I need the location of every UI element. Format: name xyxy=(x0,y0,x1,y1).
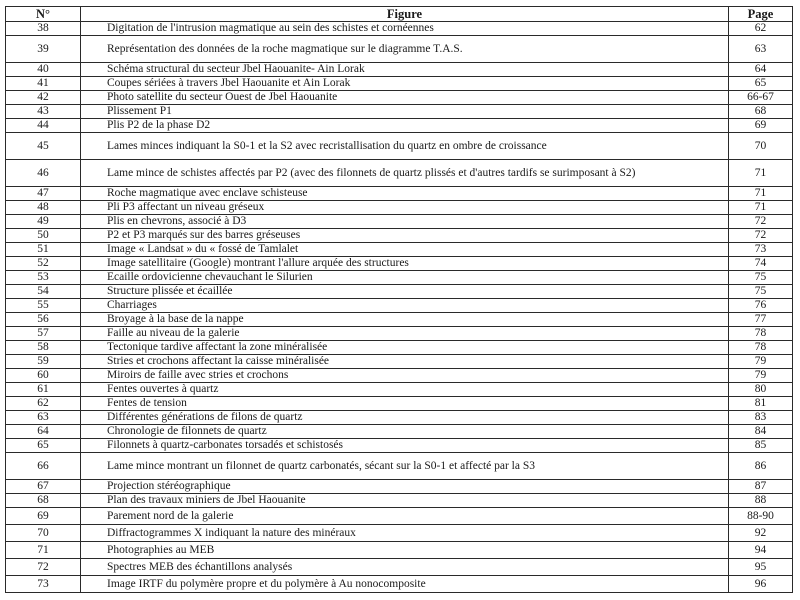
figure-number-cell: 52 xyxy=(6,257,81,271)
table-row xyxy=(6,105,793,119)
page-number-cell: 71 xyxy=(729,201,793,215)
figure-title-cell: Image « Landsat » du « fossé de Tamlalet xyxy=(81,243,729,257)
figure-title-cell: Roche magmatique avec enclave schisteuse xyxy=(81,187,729,201)
table-row xyxy=(6,229,793,243)
page-number-cell: 76 xyxy=(729,299,793,313)
table-row xyxy=(6,494,793,508)
figure-title-cell: Différentes générations de filons de quartz xyxy=(81,411,729,425)
table-row xyxy=(6,133,793,160)
figure-title-cell: Parement nord de la galerie xyxy=(81,508,729,525)
table-row xyxy=(6,91,793,105)
figure-number-cell: 50 xyxy=(6,229,81,243)
figure-number-cell: 57 xyxy=(6,327,81,341)
figure-number-cell: 43 xyxy=(6,105,81,119)
table-body xyxy=(6,22,793,593)
figure-number-cell: 60 xyxy=(6,369,81,383)
figure-title-cell: Lames minces indiquant la S0-1 et la S2 avec recristallisation du quartz en ombre de croissance xyxy=(81,133,729,160)
figure-title-cell: Miroirs de faille avec stries et crochons xyxy=(81,369,729,383)
table-row xyxy=(6,525,793,542)
page-number-cell: 85 xyxy=(729,439,793,453)
table-row xyxy=(6,215,793,229)
table-row xyxy=(6,313,793,327)
figure-title-cell: Tectonique tardive affectant la zone minéralisée xyxy=(81,341,729,355)
page-number-cell: 86 xyxy=(729,453,793,480)
page-number-cell: 78 xyxy=(729,341,793,355)
figure-title-cell: Diffractogrammes X indiquant la nature des minéraux xyxy=(81,525,729,542)
figure-number-cell: 54 xyxy=(6,285,81,299)
page-number-cell: 96 xyxy=(729,576,793,593)
table-row xyxy=(6,411,793,425)
figure-title-cell: Plis en chevrons, associé à D3 xyxy=(81,215,729,229)
page-number-cell: 70 xyxy=(729,133,793,160)
figure-number-cell: 58 xyxy=(6,341,81,355)
figure-title-cell: Plis P2 de la phase D2 xyxy=(81,119,729,133)
figure-number-cell: 42 xyxy=(6,91,81,105)
figure-number-cell: 64 xyxy=(6,425,81,439)
figure-number-cell: 71 xyxy=(6,542,81,559)
header-figure: Figure xyxy=(81,7,729,22)
figures-table xyxy=(5,6,793,593)
page-number-cell: 64 xyxy=(729,63,793,77)
table-row xyxy=(6,77,793,91)
page-number-cell: 83 xyxy=(729,411,793,425)
figure-title-cell: Stries et crochons affectant la caisse minéralisée xyxy=(81,355,729,369)
table-row xyxy=(6,299,793,313)
table-row xyxy=(6,369,793,383)
figure-title-cell: Fentes de tension xyxy=(81,397,729,411)
table-row xyxy=(6,355,793,369)
figure-number-cell: 56 xyxy=(6,313,81,327)
figure-title-cell: Digitation de l'intrusion magmatique au sein des schistes et cornéennes xyxy=(81,22,729,36)
page-number-cell: 94 xyxy=(729,542,793,559)
table-row xyxy=(6,542,793,559)
figure-number-cell: 55 xyxy=(6,299,81,313)
table-row xyxy=(6,243,793,257)
page-number-cell: 71 xyxy=(729,160,793,187)
page-number-cell: 87 xyxy=(729,480,793,494)
figure-number-cell: 38 xyxy=(6,22,81,36)
figure-number-cell: 45 xyxy=(6,133,81,160)
table-row xyxy=(6,397,793,411)
figure-number-cell: 61 xyxy=(6,383,81,397)
figure-number-cell: 68 xyxy=(6,494,81,508)
page-number-cell: 79 xyxy=(729,369,793,383)
figure-title-cell: Charriages xyxy=(81,299,729,313)
page-number-cell: 62 xyxy=(729,22,793,36)
figure-number-cell: 40 xyxy=(6,63,81,77)
page-number-cell: 68 xyxy=(729,105,793,119)
figure-title-cell: Spectres MEB des échantillons analysés xyxy=(81,559,729,576)
figure-number-cell: 39 xyxy=(6,36,81,63)
figure-title-cell: Ecaille ordovicienne chevauchant le Silurien xyxy=(81,271,729,285)
figure-number-cell: 63 xyxy=(6,411,81,425)
page-number-cell: 78 xyxy=(729,327,793,341)
figure-title-cell: Plan des travaux miniers de Jbel Haouanite xyxy=(81,494,729,508)
table-row xyxy=(6,576,793,593)
header-num: N° xyxy=(6,7,81,22)
page-number-cell: 75 xyxy=(729,271,793,285)
figure-title-cell: Broyage à la base de la nappe xyxy=(81,313,729,327)
page-number-cell: 80 xyxy=(729,383,793,397)
header-row xyxy=(6,7,793,22)
figure-number-cell: 49 xyxy=(6,215,81,229)
table-row xyxy=(6,559,793,576)
figure-number-cell: 41 xyxy=(6,77,81,91)
page-number-cell: 74 xyxy=(729,257,793,271)
figure-title-cell: P2 et P3 marqués sur des barres gréseuses xyxy=(81,229,729,243)
page-number-cell: 63 xyxy=(729,36,793,63)
figure-title-cell: Chronologie de filonnets de quartz xyxy=(81,425,729,439)
figure-title-cell: Lame mince de schistes affectés par P2 (avec des filonnets de quartz plissés et d'autres tardifs se surimposant à S2) xyxy=(81,160,729,187)
table-row xyxy=(6,480,793,494)
table-row xyxy=(6,119,793,133)
table-row xyxy=(6,63,793,77)
header-page: Page xyxy=(729,7,793,22)
page-number-cell: 66-67 xyxy=(729,91,793,105)
table-row xyxy=(6,160,793,187)
figure-title-cell: Filonnets à quartz-carbonates torsadés et schistosés xyxy=(81,439,729,453)
table-header xyxy=(6,7,793,22)
figure-number-cell: 44 xyxy=(6,119,81,133)
page-number-cell: 75 xyxy=(729,285,793,299)
figure-number-cell: 73 xyxy=(6,576,81,593)
page-number-cell: 88-90 xyxy=(729,508,793,525)
figure-number-cell: 51 xyxy=(6,243,81,257)
table-row xyxy=(6,285,793,299)
figure-title-cell: Fentes ouvertes à quartz xyxy=(81,383,729,397)
table-row xyxy=(6,439,793,453)
figure-title-cell: Image IRTF du polymère propre et du polymère à Au nonocomposite xyxy=(81,576,729,593)
figure-title-cell: Photo satellite du secteur Ouest de Jbel Haouanite xyxy=(81,91,729,105)
figure-title-cell: Image satellitaire (Google) montrant l'allure arquée des structures xyxy=(81,257,729,271)
page-number-cell: 69 xyxy=(729,119,793,133)
figure-title-cell: Photographies au MEB xyxy=(81,542,729,559)
figure-title-cell: Projection stéréographique xyxy=(81,480,729,494)
page-number-cell: 95 xyxy=(729,559,793,576)
page-number-cell: 72 xyxy=(729,229,793,243)
page-number-cell: 77 xyxy=(729,313,793,327)
figure-number-cell: 48 xyxy=(6,201,81,215)
table-row xyxy=(6,22,793,36)
page-number-cell: 81 xyxy=(729,397,793,411)
figure-number-cell: 69 xyxy=(6,508,81,525)
table-row xyxy=(6,508,793,525)
figure-title-cell: Faille au niveau de la galerie xyxy=(81,327,729,341)
figure-number-cell: 66 xyxy=(6,453,81,480)
figure-title-cell: Pli P3 affectant un niveau gréseux xyxy=(81,201,729,215)
figure-number-cell: 65 xyxy=(6,439,81,453)
figure-title-cell: Représentation des données de la roche magmatique sur le diagramme T.A.S. xyxy=(81,36,729,63)
page-number-cell: 73 xyxy=(729,243,793,257)
figure-number-cell: 67 xyxy=(6,480,81,494)
figure-number-cell: 46 xyxy=(6,160,81,187)
table-row xyxy=(6,453,793,480)
figure-number-cell: 47 xyxy=(6,187,81,201)
figure-title-cell: Structure plissée et écaillée xyxy=(81,285,729,299)
figure-number-cell: 72 xyxy=(6,559,81,576)
page-number-cell: 65 xyxy=(729,77,793,91)
page-number-cell: 79 xyxy=(729,355,793,369)
page-number-cell: 84 xyxy=(729,425,793,439)
figure-title-cell: Plissement P1 xyxy=(81,105,729,119)
table-row xyxy=(6,36,793,63)
figure-number-cell: 70 xyxy=(6,525,81,542)
table-row xyxy=(6,257,793,271)
table-row xyxy=(6,425,793,439)
figure-title-cell: Lame mince montrant un filonnet de quartz carbonatés, sécant sur la S0-1 et affecté par la S3 xyxy=(81,453,729,480)
page-number-cell: 88 xyxy=(729,494,793,508)
page-number-cell: 92 xyxy=(729,525,793,542)
figure-number-cell: 53 xyxy=(6,271,81,285)
table-row xyxy=(6,201,793,215)
page-number-cell: 71 xyxy=(729,187,793,201)
table-row xyxy=(6,187,793,201)
figure-number-cell: 59 xyxy=(6,355,81,369)
figure-title-cell: Coupes sériées à travers Jbel Haouanite et Ain Lorak xyxy=(81,77,729,91)
table-row xyxy=(6,383,793,397)
table-row xyxy=(6,327,793,341)
figure-number-cell: 62 xyxy=(6,397,81,411)
table-row xyxy=(6,341,793,355)
table-row xyxy=(6,271,793,285)
figure-title-cell: Schéma structural du secteur Jbel Haouanite- Ain Lorak xyxy=(81,63,729,77)
page-number-cell: 72 xyxy=(729,215,793,229)
